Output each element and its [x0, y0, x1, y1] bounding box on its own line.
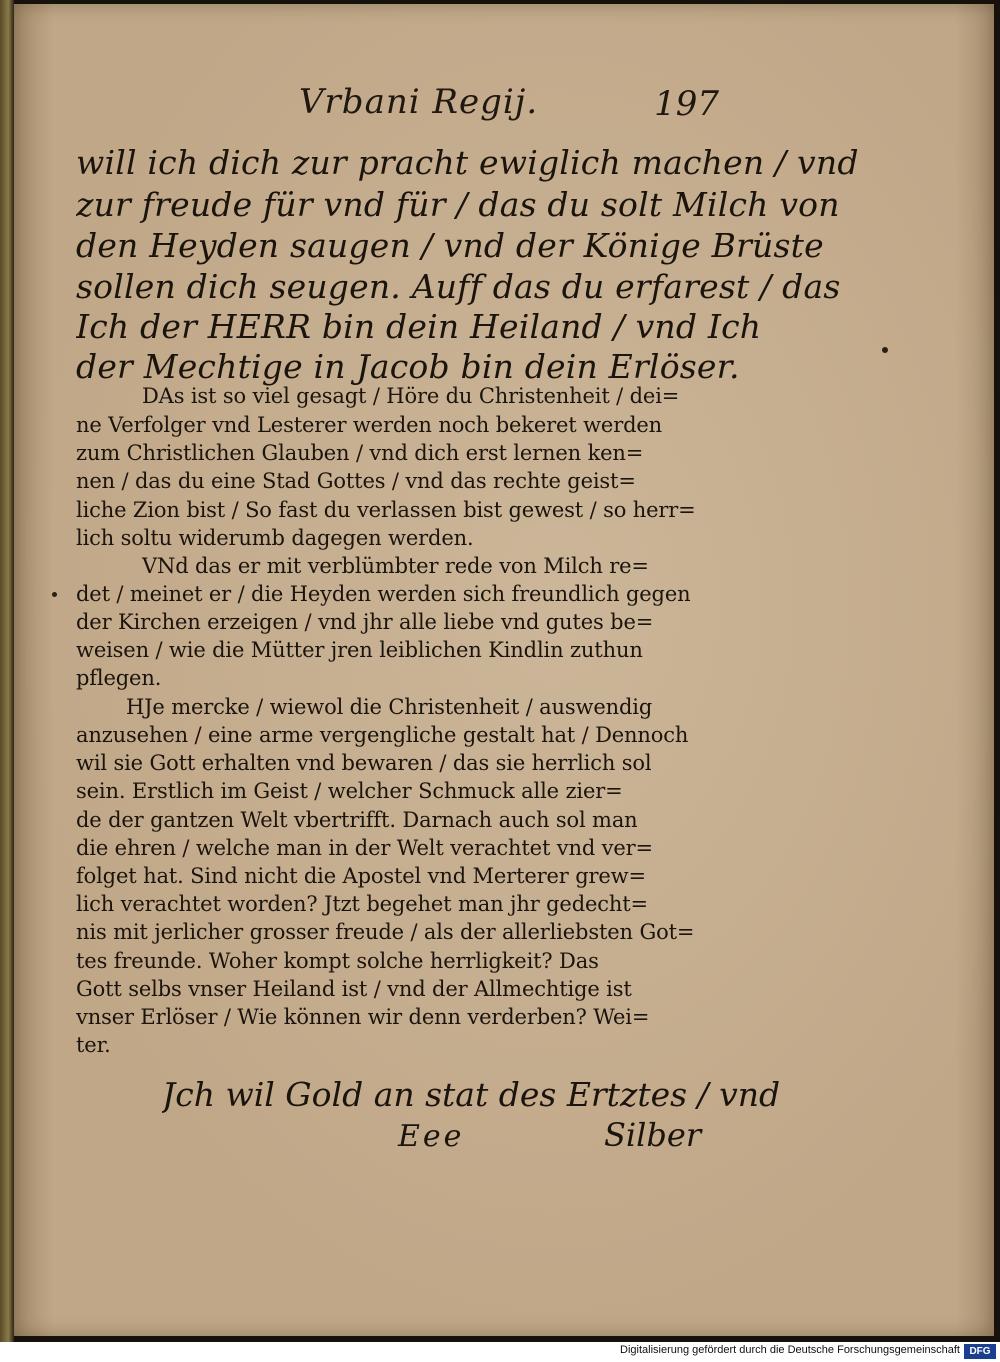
commentary-line: Gott selbs vnser Heiland ist / vnd der Allmechtige ist — [76, 977, 632, 1001]
signature-mark: Eee — [398, 1119, 465, 1154]
commentary-line: der Kirchen erzeigen / vnd jhr alle liebe vnd gutes be= — [76, 610, 654, 634]
book-spine-edge — [0, 0, 14, 1342]
commentary-line: vnser Erlöser / Wie können wir denn verderben? Wei= — [76, 1005, 650, 1029]
page-number: 197 — [654, 84, 719, 124]
verse-line: will ich dich zur pracht ewiglich machen / vnd — [76, 143, 859, 182]
page-header — [299, 82, 719, 132]
ink-spot — [52, 592, 57, 597]
running-head: Vrbani Regij. — [299, 82, 539, 122]
verse-line: Ich der HERR bin dein Heiland / vnd Ich — [76, 307, 762, 346]
commentary-line: lich soltu widerumb dagegen werden. — [76, 526, 474, 550]
next-verse-line: Jch wil Gold an stat des Ertztes / vnd — [162, 1075, 781, 1114]
commentary-line: tes freunde. Woher kompt solche herrligkeit? Das — [76, 949, 599, 973]
commentary-line: lich verachtet worden? Jtzt begehet man jhr gedecht= — [76, 892, 648, 916]
commentary-line: pflegen. — [76, 666, 162, 690]
commentary-line: die ehren / welche man in der Welt verachtet vnd ver= — [76, 836, 654, 860]
dfg-logo: DFG — [964, 1344, 996, 1359]
commentary-line: sein. Erstlich im Geist / welcher Schmuck alle zier= — [76, 779, 623, 803]
verse-line: zur freude für vnd für / das du solt Milch von — [76, 185, 840, 224]
commentary-line: zum Christlichen Glauben / vnd dich erst lernen ken= — [76, 441, 644, 465]
commentary-line: folget hat. Sind nicht die Apostel vnd Merterer grew= — [76, 864, 646, 888]
book-page — [14, 4, 994, 1336]
verse-line: sollen dich seugen. Auff das du erfarest / das — [76, 267, 841, 306]
commentary-line: nen / das du eine Stad Gottes / vnd das rechte geist= — [76, 469, 636, 493]
commentary-line: DAs ist so viel gesagt / Höre du Christenheit / dei= — [142, 384, 680, 408]
commentary-line: HJe mercke / wiewol die Christenheit / auswendig — [126, 695, 653, 719]
commentary-line: anzusehen / eine arme vergengliche gestalt hat / Dennoch — [76, 723, 689, 747]
commentary-line: liche Zion bist / So fast du verlassen bist gewest / so herr= — [76, 498, 696, 522]
verse-line: den Heyden saugen / vnd der Könige Brüste — [76, 226, 824, 265]
commentary-line: det / meinet er / die Heyden werden sich freundlich gegen — [76, 582, 691, 606]
commentary-line: ter. — [76, 1033, 111, 1057]
commentary-line: VNd das er mit verblümbter rede von Milch re= — [142, 554, 649, 578]
commentary-line: wil sie Gott erhalten vnd bewaren / das sie herrlich sol — [76, 751, 652, 775]
funding-credit: Digitalisierung gefördert durch die Deutsche Forschungsgemeinschaft — [620, 1344, 960, 1356]
footer-bar — [0, 1342, 1000, 1362]
ink-spot — [882, 347, 888, 353]
commentary-line: ne Verfolger vnd Lesterer werden noch bekeret werden — [76, 413, 663, 437]
catchword: Silber — [604, 1116, 702, 1154]
verse-line: der Mechtige in Jacob bin dein Erlöser. — [76, 347, 740, 386]
commentary-line: weisen / wie die Mütter jren leiblichen Kindlin zuthun — [76, 638, 643, 662]
commentary-line: de der gantzen Welt vbertrifft. Darnach auch sol man — [76, 808, 638, 832]
commentary-line: nis mit jerlicher grosser freude / als der allerliebsten Got= — [76, 920, 695, 944]
